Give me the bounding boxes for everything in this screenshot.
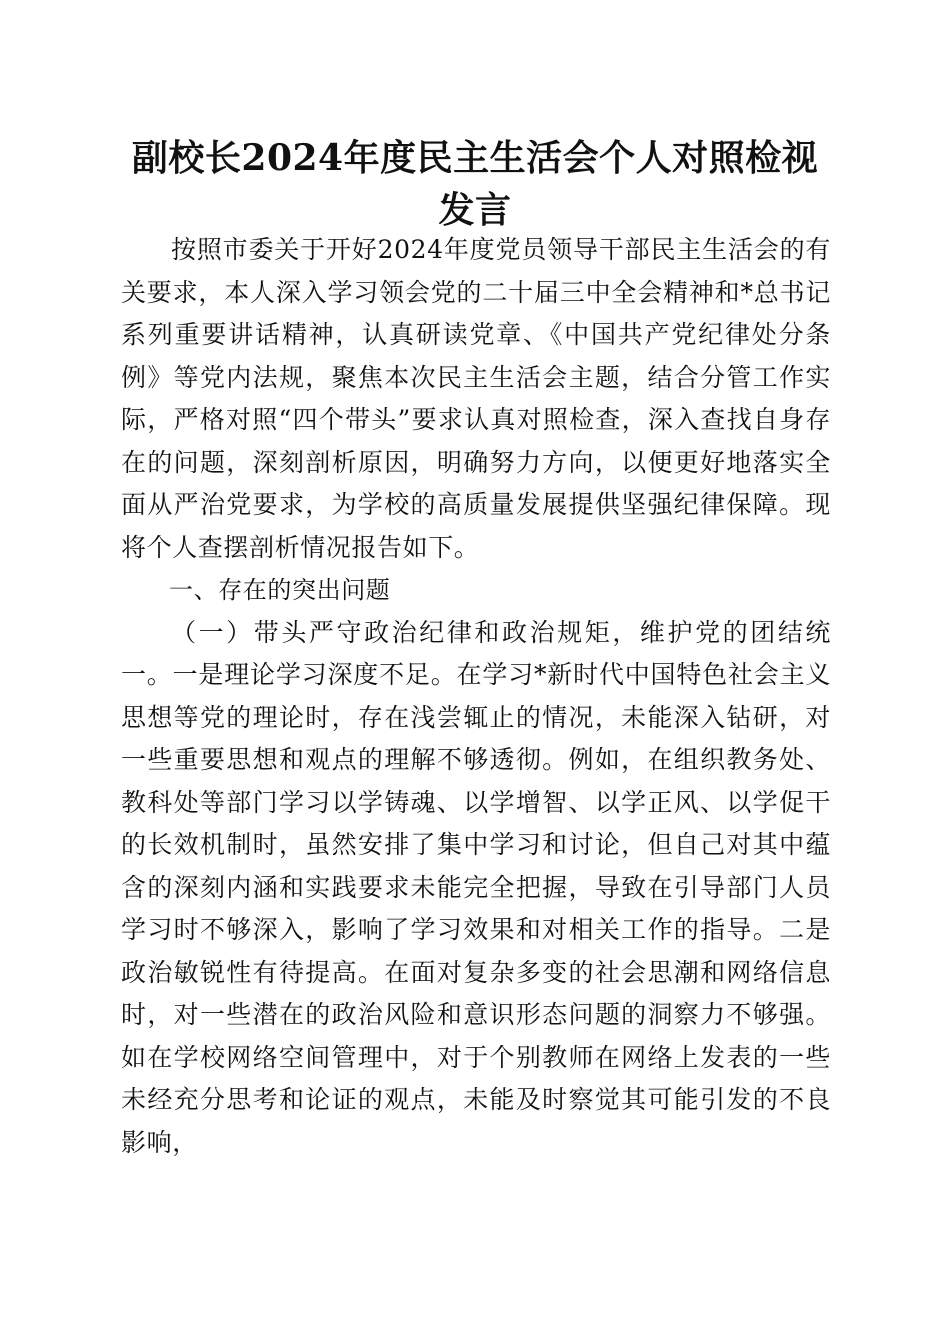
section-paragraph: （一）带头严守政治纪律和政治规矩，维护党的团结统一。一是理论学习深度不足。在学习*新时代中国特色社会主义思想等党的理论时，存在浅尝辄止的情况，未能深入钻研，对一些重要思想和观点的理解不够透彻。例如，在组织教务处、教科处等部门学习以学铸魂、以学增智、以学正风、以学促干的长效机制时，虽然安排了集中学习和讨论，但自己对其中蕴含的深刻内涵和实践要求未能完全把握，导致在引导部门人员学习时不够深入，影响了学习效果和对相关工作的指导。二是政治敏锐性有待提高。在面对复杂多变的社会思潮和网络信息时，对一些潜在的政治风险和意识形态问题的洞察力不够强。如在学校网络空间管理中，对于个别教师在网络上发表的一些未经充分思考和论证的观点，未能及时察觉其可能引发的不良影响， xyxy=(121,617,831,1157)
section-heading: 一、存在的突出问题 xyxy=(169,576,391,604)
intro-paragraph: 按照市委关于开好2024年度党员领导干部民主生活会的有关要求，本人深入学习领会党的二十届三中全会精神和*总书记系列重要讲话精神，认真研读党章、《中国共产党纪律处分条例》等党内法规，聚焦本次民主生活会主题，结合分管工作实际，严格对照“四个带头”要求认真对照检查，深入查找自身存在的问题，深刻剖析原因，明确努力方向，以便更好地落实全面从严治党要求，为学校的高质量发展提供坚强纪律保障。现将个人查摆剖析情况报告如下。 xyxy=(121,235,831,562)
document-title: 副校长2024年度民主生活会个人对照检视发言 xyxy=(131,137,819,231)
document-body xyxy=(121,229,831,1164)
